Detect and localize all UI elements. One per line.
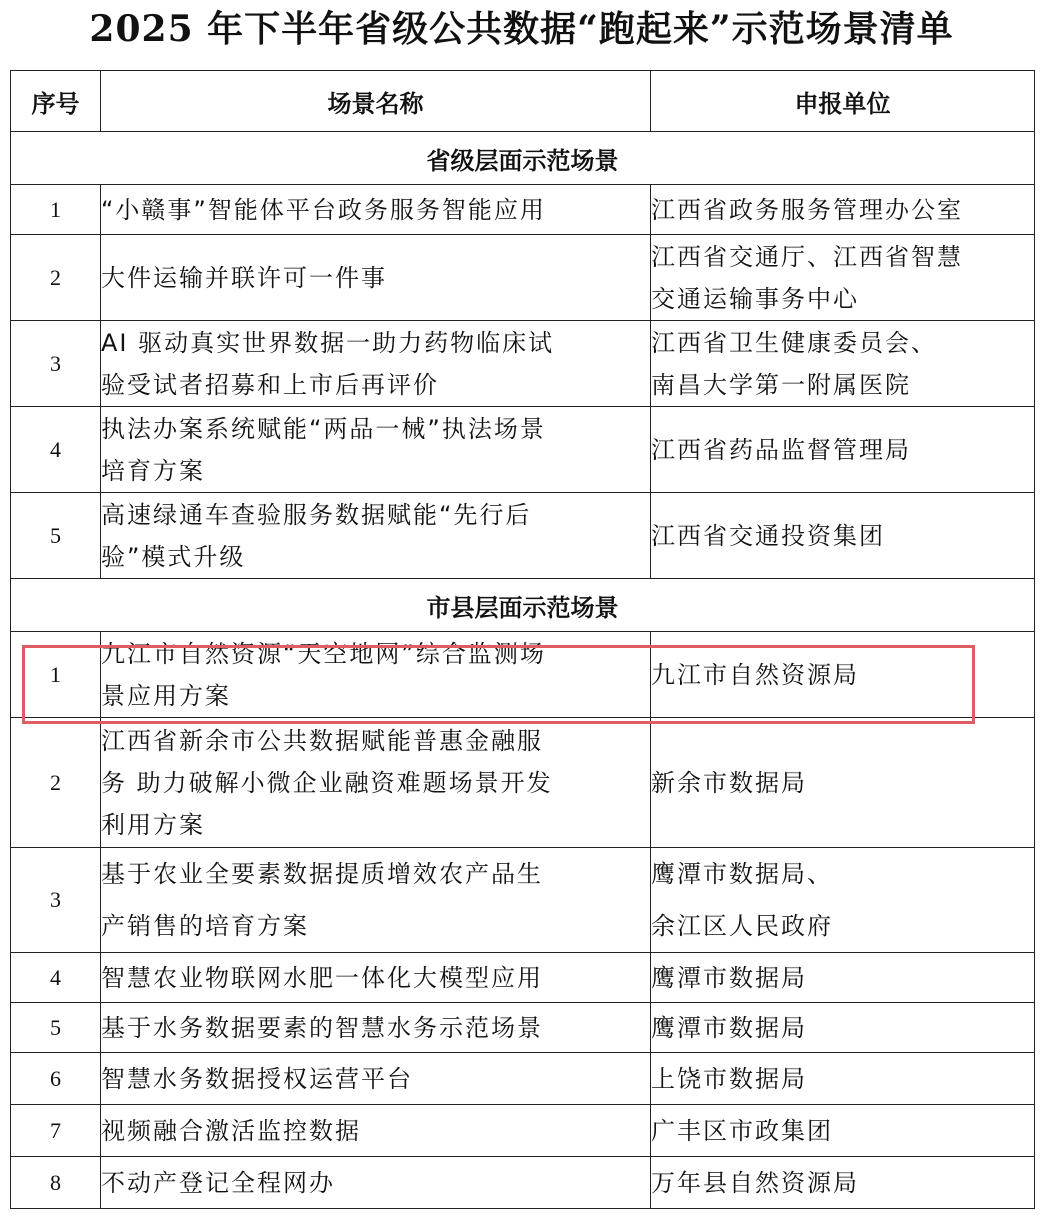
scenario-name: 九江市自然资源“天空地网”综合监测场 景应用方案 xyxy=(101,632,651,718)
row-num: 4 xyxy=(11,953,101,1003)
scenario-name: 江西省新余市公共数据赋能普惠金融服 务 助力破解小微企业融资难题场景开发 利用方案 xyxy=(101,718,651,848)
applicant-unit: 江西省交通厅、江西省智慧 交通运输事务中心 xyxy=(651,235,1035,321)
row-num: 4 xyxy=(11,407,101,493)
scenario-name: “小赣事”智能体平台政务服务智能应用 xyxy=(101,185,651,235)
scenario-table xyxy=(10,70,1035,1209)
header-num: 序号 xyxy=(11,71,101,132)
scenario-name: 基于水务数据要素的智慧水务示范场景 xyxy=(101,1003,651,1053)
scenario-name: 大件运输并联许可一件事 xyxy=(101,235,651,321)
header-name: 场景名称 xyxy=(101,71,651,132)
scenario-name: 执法办案系统赋能“两品一械”执法场景 培育方案 xyxy=(101,407,651,493)
section-label: 市县层面示范场景 xyxy=(11,579,1035,632)
scenario-name: 视频融合激活监控数据 xyxy=(101,1105,651,1157)
table-row xyxy=(11,1003,1035,1053)
section-label: 省级层面示范场景 xyxy=(11,132,1035,185)
table-row xyxy=(11,407,1035,493)
table-row xyxy=(11,185,1035,235)
document-title: 2025 年下半年省级公共数据“跑起来”示范场景清单 xyxy=(89,8,954,50)
scenario-name: 基于农业全要素数据提质增效农产品生 产销售的培育方案 xyxy=(101,848,651,953)
row-num: 2 xyxy=(11,718,101,848)
row-num: 3 xyxy=(11,321,101,407)
applicant-unit: 鹰潭市数据局 xyxy=(651,1003,1035,1053)
row-num: 7 xyxy=(11,1105,101,1157)
applicant-unit: 九江市自然资源局 xyxy=(651,632,1035,718)
table-row xyxy=(11,321,1035,407)
table-row-highlighted xyxy=(11,632,1035,718)
table-row xyxy=(11,1105,1035,1157)
applicant-unit: 鹰潭市数据局 xyxy=(651,953,1035,1003)
scenario-name: 高速绿通车查验服务数据赋能“先行后 验”模式升级 xyxy=(101,493,651,579)
row-num: 3 xyxy=(11,848,101,953)
row-num: 2 xyxy=(11,235,101,321)
table-row xyxy=(11,235,1035,321)
applicant-unit: 江西省交通投资集团 xyxy=(651,493,1035,579)
table-header-row xyxy=(11,71,1035,132)
scenario-name: 智慧水务数据授权运营平台 xyxy=(101,1053,651,1105)
applicant-unit: 鹰潭市数据局、 余江区人民政府 xyxy=(651,848,1035,953)
row-num: 6 xyxy=(11,1053,101,1105)
scenario-name: AI 驱动真实世界数据一助力药物临床试 验受试者招募和上市后再评价 xyxy=(101,321,651,407)
section-row-provincial xyxy=(11,132,1035,185)
row-num: 1 xyxy=(11,632,101,718)
row-num: 5 xyxy=(11,493,101,579)
scenario-name: 智慧农业物联网水肥一体化大模型应用 xyxy=(101,953,651,1003)
applicant-unit: 江西省政务服务管理办公室 xyxy=(651,185,1035,235)
applicant-unit: 江西省卫生健康委员会、 南昌大学第一附属医院 xyxy=(651,321,1035,407)
applicant-unit: 江西省药品监督管理局 xyxy=(651,407,1035,493)
row-num: 5 xyxy=(11,1003,101,1053)
header-unit: 申报单位 xyxy=(651,71,1035,132)
table-row xyxy=(11,848,1035,953)
table-row xyxy=(11,1053,1035,1105)
table-row xyxy=(11,1157,1035,1209)
applicant-unit: 广丰区市政集团 xyxy=(651,1105,1035,1157)
applicant-unit: 新余市数据局 xyxy=(651,718,1035,848)
table-row xyxy=(11,953,1035,1003)
row-num: 1 xyxy=(11,185,101,235)
applicant-unit: 万年县自然资源局 xyxy=(651,1157,1035,1209)
table-row xyxy=(11,493,1035,579)
table-row xyxy=(11,718,1035,848)
applicant-unit: 上饶市数据局 xyxy=(651,1053,1035,1105)
row-num: 8 xyxy=(11,1157,101,1209)
section-row-municipal xyxy=(11,579,1035,632)
scenario-name: 不动产登记全程网办 xyxy=(101,1157,651,1209)
